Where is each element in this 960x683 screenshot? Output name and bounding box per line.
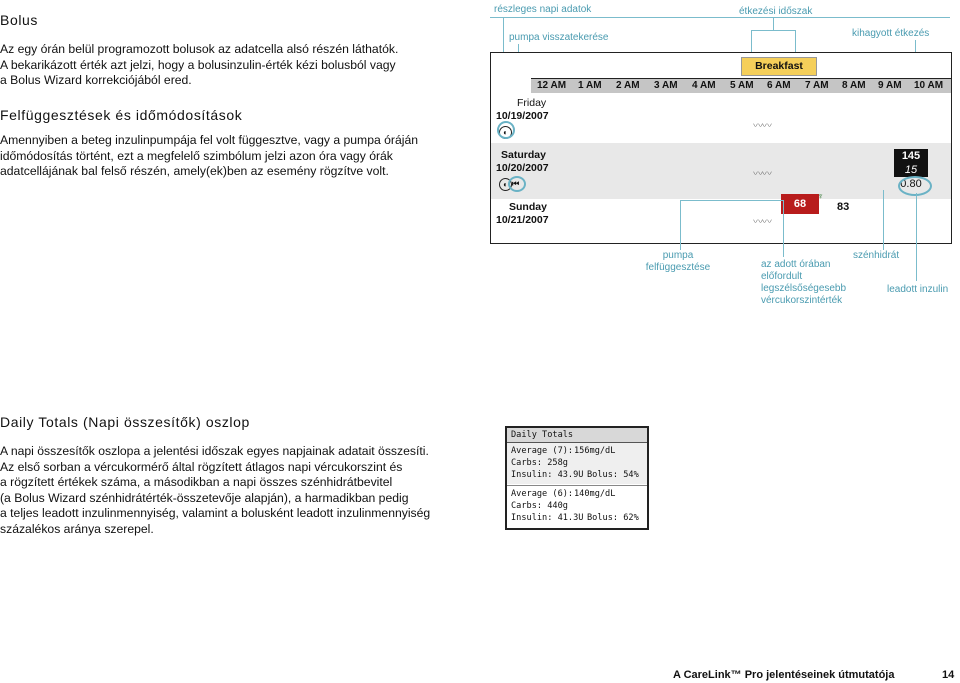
callout-circle xyxy=(508,176,526,192)
bolus-value: 15 xyxy=(894,163,928,177)
hour-label: 10 AM xyxy=(914,80,944,91)
callout-text-line: vércukorszintérték xyxy=(761,295,843,306)
callout-text-line: legszélsőségesebb xyxy=(761,283,847,294)
insulin-value: 0.80 xyxy=(900,178,922,190)
day-date: 10/21/2007 xyxy=(496,214,549,226)
divider xyxy=(507,485,647,486)
callout-meal-period: étkezési időszak xyxy=(739,6,813,17)
page-number: 14 xyxy=(942,669,955,681)
suspend-text-line: időmódosítás történt, ezt a megfelelő szimbólum jelzi azon óra vagy órák xyxy=(0,148,393,163)
day-row xyxy=(491,191,951,243)
carbs-value: 145 xyxy=(894,149,928,163)
suspend-heading: Felfüggesztések és időmódosítások xyxy=(0,107,243,123)
bolus-text-line: a Bolus Wizard korrekciójából ered. xyxy=(0,73,192,88)
insulin-total: Insulin: 41.3U xyxy=(511,513,584,523)
hour-label: 3 AM xyxy=(654,80,678,91)
callout-circle xyxy=(497,121,515,139)
callout-text-line: pumpa xyxy=(662,250,694,261)
suspend-text-line: Amennyiben a beteg inzulinpumpája fel volt függesztve, vagy a pumpa óráján xyxy=(0,133,419,147)
insulin-total: Insulin: 43.9U xyxy=(511,470,584,480)
callout-line xyxy=(751,30,752,54)
bolus-text-line: Az egy órán belül programozott bolusok az adatcella alsó részén láthatók. xyxy=(0,42,399,56)
day-name: Friday xyxy=(517,97,547,109)
rewind-icon: ⏮ xyxy=(512,179,520,188)
callout-line xyxy=(680,200,784,201)
hour-label: 4 AM xyxy=(692,80,716,91)
bg-value: 83 xyxy=(837,201,850,213)
hour-label: 12 AM xyxy=(537,80,567,91)
average-label: Average (6): xyxy=(511,489,574,499)
average-value: 140mg/dL xyxy=(574,489,616,499)
daily-totals-text-line: százalékos aránya szerepel. xyxy=(0,521,154,536)
hour-label: 1 AM xyxy=(578,80,602,91)
missing-data-mark: 〰〰 xyxy=(753,169,771,180)
callout-detailed-daily: részleges napi adatok xyxy=(494,4,592,15)
callout-line xyxy=(795,30,796,54)
callout-line xyxy=(680,200,681,250)
callout-line xyxy=(783,200,784,257)
bolus-percent: Bolus: 62% xyxy=(587,513,639,523)
hour-label: 2 AM xyxy=(616,80,640,91)
day-date: 10/19/2007 xyxy=(496,110,549,122)
carbs-total: Carbs: 440g xyxy=(511,501,568,511)
daily-totals-text-line: (a Bolus Wizard szénhidrátérték-összetevője alapján), a harmadikban pedig xyxy=(0,490,409,505)
callout-carbs: szénhidrát xyxy=(853,250,900,261)
daily-totals-table xyxy=(505,426,649,530)
suspend-text-line: adatcellájának bal felső részén, amely(ek)ben az esemény rögzítve volt. xyxy=(0,164,389,179)
hour-label: 9 AM xyxy=(878,80,902,91)
day-date: 10/20/2007 xyxy=(496,162,549,174)
missing-data-mark: 〰〰 xyxy=(753,217,771,228)
day-name: Saturday xyxy=(501,149,546,161)
low-bg-value: 68 xyxy=(781,194,819,214)
day-row xyxy=(491,93,951,143)
day-row xyxy=(491,143,951,199)
missing-data-mark: 〰〰 xyxy=(753,121,771,132)
average-label: Average (7): xyxy=(511,446,574,456)
footer-title: A CareLink™ Pro jelentéseinek útmutatója xyxy=(673,669,895,681)
callout-circle xyxy=(898,176,932,196)
callout-line xyxy=(773,17,774,31)
hour-label: 5 AM xyxy=(730,80,754,91)
callout-text-line: az adott órában xyxy=(761,259,831,270)
daily-totals-text-line: A napi összesítők oszlopa a jelentési időszak egyes napjainak adatait összesíti. xyxy=(0,444,429,458)
daily-totals-text-line: a rögzített értékek száma, a másodikban a napi összes szénhidrátbevitel xyxy=(0,475,393,490)
callout-line xyxy=(916,193,917,281)
hour-label: 6 AM xyxy=(767,80,791,91)
table-title: Daily Totals xyxy=(511,430,574,440)
time-change-icon: ◐ xyxy=(499,178,512,191)
meal-icon: ♆ xyxy=(817,191,824,201)
meal-period-label: Breakfast xyxy=(741,57,817,76)
callout-insulin: leadott inzulin xyxy=(887,284,949,295)
hour-header xyxy=(531,78,951,94)
callout-text-line: felfüggesztése xyxy=(645,262,711,273)
time-change-icon: ◐ xyxy=(499,126,512,139)
hour-label: 7 AM xyxy=(805,80,829,91)
callout-line xyxy=(883,190,884,250)
callout-missed-meal: kihagyott étkezés xyxy=(852,28,930,39)
callout-pump-recall: pumpa visszatekerése xyxy=(509,32,609,43)
callout-extreme-bg xyxy=(761,259,846,307)
bolus-heading: Bolus xyxy=(0,12,39,28)
daily-totals-text-line: a teljes leadott inzulinmennyiség, valamint a bolusként leadott inzulinmennyiség xyxy=(0,506,431,521)
daily-totals-heading: Daily Totals (Napi összesítők) oszlop xyxy=(0,414,250,430)
day-name: Sunday xyxy=(509,201,547,213)
suspend-text xyxy=(0,133,418,180)
callout-rule xyxy=(490,17,950,18)
callout-pump-suspend xyxy=(628,250,728,274)
hour-label: 8 AM xyxy=(842,80,866,91)
daily-totals-text-line: Az első sorban a vércukormérő által rögzített átlagos napi vércukorszint és xyxy=(0,459,403,474)
bolus-text-line: A bekarikázott érték azt jelzi, hogy a bolusinzulin-érték kézi bolusból vagy xyxy=(0,57,396,72)
daily-totals-text xyxy=(0,444,430,538)
bolus-text xyxy=(0,42,398,89)
callout-text-line: előfordult xyxy=(761,271,803,282)
carbs-total: Carbs: 258g xyxy=(511,458,568,468)
average-value: 156mg/dL xyxy=(574,446,616,456)
bolus-percent: Bolus: 54% xyxy=(587,470,639,480)
